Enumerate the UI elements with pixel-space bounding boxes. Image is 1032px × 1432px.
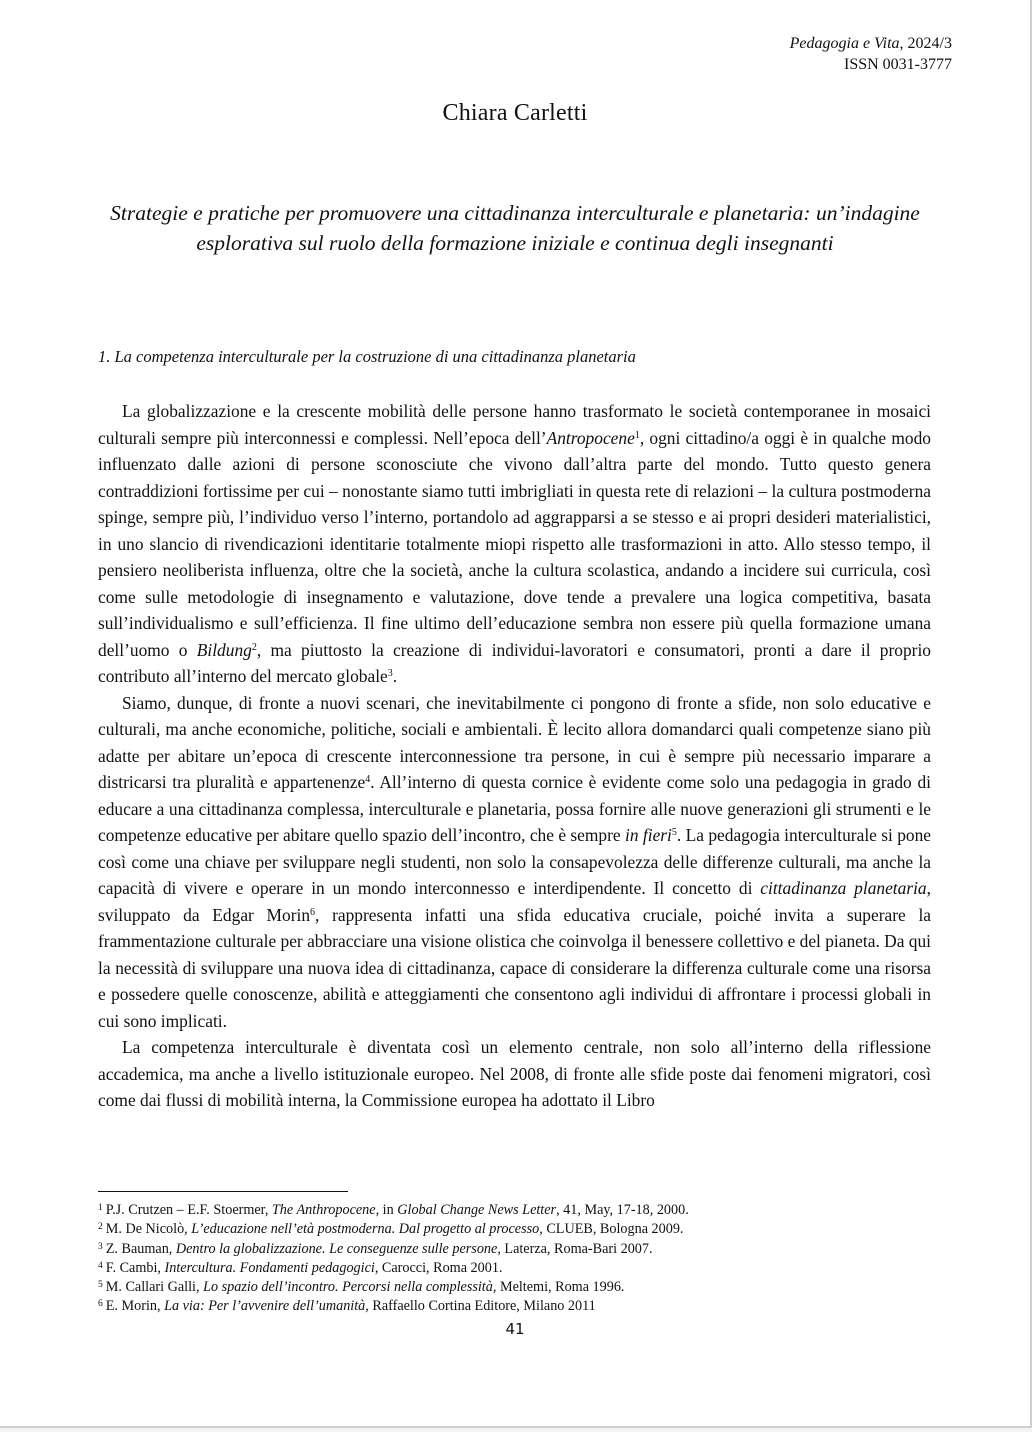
footnotes bbox=[98, 1201, 938, 1317]
footnote-ref-6[interactable]: 6 bbox=[310, 906, 316, 918]
term-antropocene: Antropocene bbox=[546, 427, 635, 448]
footnote-4: $^4$ F. Cambi, Intercultura. Fondamenti pedagogici, Carocci, Roma 2001. bbox=[98, 1259, 503, 1276]
footnote-1: $^1$ P.J. Crutzen – E.F. Stoermer, The Anthropocene, in Global Change News Letter, 41, May, 17-18, 2000. bbox=[98, 1202, 689, 1218]
footnote-6: $^6$ E. Morin, La via: Per l’avvenire dell’umanità, Raffaello Cortina Editore, Milano 2011 bbox=[98, 1298, 596, 1315]
running-head bbox=[790, 33, 952, 75]
term-cittadinanza-planetaria: cittadinanza planetaria bbox=[760, 878, 927, 898]
section-heading: 1. La competenza interculturale per la costruzione di una cittadinanza planetaria bbox=[98, 347, 636, 366]
paragraph-3: La competenza interculturale è diventata così un elemento centrale, non solo all’interno della riflessione accademica, ma anche a livello istituzionale europeo. Nel 2008, di fronte alle sfide poste dai fenomeni migratori, così come dai flussi di mobilità interna, la Commissione europea ha adottato il Libro bbox=[98, 1037, 931, 1110]
footnote-ref-1[interactable]: 1 bbox=[634, 429, 640, 441]
journal-name: Pedagogia e Vita bbox=[789, 35, 900, 52]
footnote-2: $^2$ M. De Nicolò, L’educazione nell’età postmoderna. Dal progetto al processo, CLUEB, Bologna 2009. bbox=[98, 1221, 684, 1238]
article-title: Strategie e pratiche per promuovere una cittadinanza interculturale e planetaria: un’indagine esplorativa sul ruolo della formazione iniziale e continua degli insegnanti bbox=[110, 201, 920, 255]
footnote-ref-3[interactable]: 3 bbox=[387, 668, 393, 679]
body-text bbox=[98, 398, 931, 1114]
term-bildung: Bildung bbox=[196, 639, 252, 660]
journal-issue bbox=[790, 33, 952, 54]
paragraph-2: Siamo, dunque, di fronte a nuovi scenari, che inevitabilmente ci pongono di fronte a sfide, non solo educative e culturali, ma anche economiche, politiche, sociali e ambientali. È lecito allora domandarci quali competenze siano più adatte per abitare un’epoca di crescente interconnessione tra persone, in cui è sempre più necessario imparare a districarsi tra pluralità e appartenenze$^4$. All’interno di questa cornice è evidente come solo una pedagogia in grado di educare a una cittadinanza complessa, interculturale e planetaria, possa fornire alle nuove generazioni gli strumenti e le competenze educative per abitare quello spazio dell’incontro, che è sempre in fieri$^5$. La pedagogia interculturale si pone così come una chiave per sviluppare negli studenti, non solo la consapevolezza delle differenze culturali, ma anche la capacità di vivere e operare in un mondo interconnesso e interdipendente. Il concetto di cittadinanza planetaria, sviluppato da Edgar Morin$^6$, rappresenta infatti una sfida educativa cruciale, poiché invita a superare la frammentazione culturale per abbracciare una visione olistica che coinvolga il benessere collettivo e del pianeta. Da qui la necessità di sviluppare una nuova idea di cittadinanza, capace di considerare la differenza culturale come una risorsa e possedere quelle conoscenze, abilità e atteggiamenti che consentono agli individui di affrontare i processi globali in cui sono implicati. bbox=[98, 692, 932, 1031]
footnote-separator bbox=[98, 1191, 348, 1192]
footnote-ref-4[interactable]: 4 bbox=[365, 774, 371, 785]
footnote-ref-2[interactable]: 2 bbox=[251, 641, 257, 653]
issn: ISSN 0031-3777 bbox=[843, 56, 952, 73]
footnote-5: $^5$ M. Callari Galli, Lo spazio dell’incontro. Percorsi nella complessità, Meltemi, Roma 1996. bbox=[98, 1279, 625, 1296]
paragraph-1: La globalizzazione e la crescente mobilità delle persone hanno trasformato le società contemporanee in mosaici culturali sempre più interconnessi e complessi. Nell’epoca dell’Antropocene$^1$, ogni cittadino/a oggi è in qualche modo influenzato dalle azioni di persone sconosciute che vivono dall’altra parte del mondo. Tutto questo genera contraddizioni fortissime per cui – nonostante siamo tutti imbrigliati in questa rete di relazioni – la cultura postmoderna spinge, sempre più, l’individuo verso l’interno, portandolo ad aggrapparsi a se stesso e ai propri desideri materialistici, in uno slancio di rivendicazioni identitarie totalmente miopi rispetto alle trasformazioni in atto. Allo stesso tempo, il pensiero neoliberista influenza, oltre che la società, anche la cultura scolastica, andando a incidere sui curricula, così come sulle metodologie di insegnamento e valutazione, dove tende a prevalere una logica competitiva, basata sull’individualismo e sull’efficienza. Il fine ultimo dell’educazione sembra non essere più quella formazione umana dell’uomo o Bildung$^2$, ma piuttosto la creazione di individui-lavoratori e consumatori, pronti a dare il proprio contributo all’interno del mercato globale$^3$. bbox=[98, 401, 932, 686]
author-name: Chiara Carletti bbox=[442, 100, 588, 126]
term-in-fieri: in fieri bbox=[625, 825, 672, 845]
footnote-3: $^3$ Z. Bauman, Dentro la globalizzazione. Le conseguenze sulle persone, Laterza, Roma-Bari 2007. bbox=[98, 1240, 653, 1257]
footnote-ref-5[interactable]: 5 bbox=[671, 827, 677, 838]
page-number: 41 bbox=[505, 1320, 525, 1338]
issue-number: , 2024/3 bbox=[899, 35, 952, 52]
